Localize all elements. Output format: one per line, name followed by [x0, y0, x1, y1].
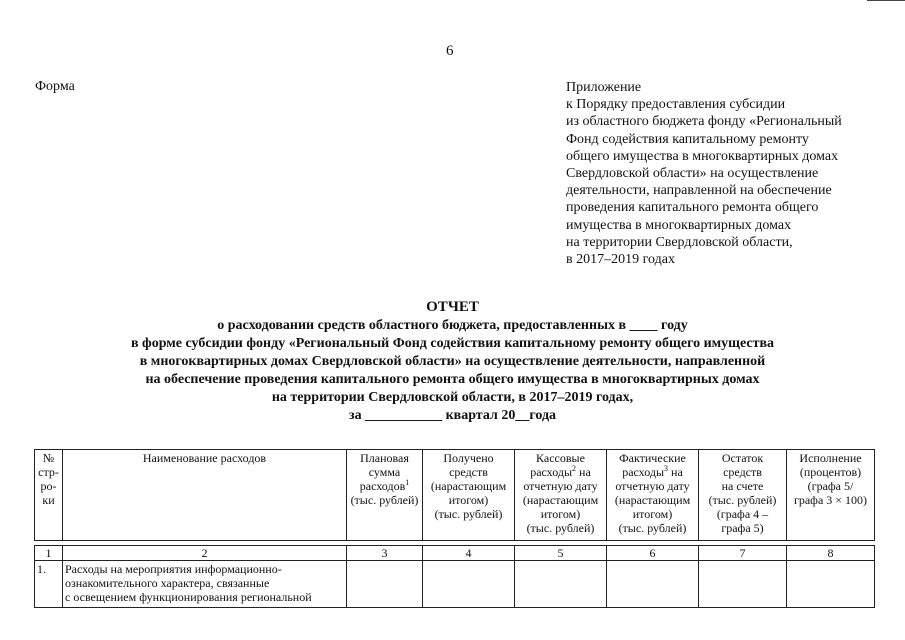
- report-subtitle-line: на территории Свердловской области, в 2017–2019 годах,: [271, 390, 634, 405]
- report-table: [34, 449, 875, 608]
- header-row-number: № стр- ро- ки: [35, 450, 63, 541]
- table-header-row: [35, 450, 875, 541]
- header-cash-expenses: Кассовые расходы$^2$ на отчетную дату (нарастающим итогом) (тыс. рублей): [515, 450, 607, 541]
- received-funds-cell: [423, 561, 515, 608]
- report-heading: [0, 298, 905, 425]
- appendix-line: деятельности, направленной на обеспечение: [566, 183, 832, 199]
- column-number: 5: [515, 546, 607, 561]
- table-row: [35, 561, 875, 608]
- header-account-balance: Остаток средств на счете (тыс. рублей) (графа 4 – графа 5): [699, 450, 787, 541]
- report-subtitle-line: о расходовании средств областного бюджета, предоставленных в ____ году: [217, 318, 688, 333]
- account-balance-cell: [699, 561, 787, 608]
- appendix-line: к Порядку предоставления субсидии: [566, 97, 786, 113]
- column-number: 3: [347, 546, 423, 561]
- execution-percent-cell: [787, 561, 875, 608]
- appendix-line: имущества в многоквартирных домах: [566, 217, 792, 233]
- header-planned-sum: Плановая сумма расходов$^1$ (тыс. рублей): [347, 450, 423, 541]
- actual-expenses-cell: [607, 561, 699, 608]
- header-received-funds: Получено средств (нарастающим итогом) (тыс. рублей): [423, 450, 515, 541]
- appendix-block: [566, 79, 896, 268]
- report-subtitle-line: за ___________ квартал 20__года: [348, 408, 557, 423]
- column-number: 1: [35, 546, 63, 561]
- top-edge-rule: [867, 0, 905, 1]
- header-actual-expenses: Фактические расходы$^3$ на отчетную дату (нарастающим итогом) (тыс. рублей): [607, 450, 699, 541]
- report-subtitle-line: на обеспечение проведения капитального ремонта общего имущества в многоквартирных домах: [145, 372, 760, 387]
- appendix-line: общего имущества в многоквартирных домах: [566, 148, 839, 164]
- expense-name-cell: Расходы на мероприятия информационно- ознакомительного характера, связанные с освещением функционирования региональной: [63, 561, 347, 608]
- column-number: 6: [607, 546, 699, 561]
- column-number-row: [35, 546, 875, 561]
- planned-sum-cell: [347, 561, 423, 608]
- appendix-line: Свердловской области» на осуществление: [566, 166, 819, 182]
- report-subtitle-line: в многоквартирных домах Свердловской области» на осуществление деятельности, направленной: [139, 354, 766, 369]
- footnote-marker: 3: [664, 464, 669, 473]
- column-number: 7: [699, 546, 787, 561]
- appendix-line: проведения капитального ремонта общего: [566, 200, 819, 216]
- appendix-line: на территории Свердловской области,: [566, 234, 793, 250]
- header-execution-percent: Исполнение (процентов) (графа 5/ графа 3 × 100): [787, 450, 875, 541]
- column-number: 4: [423, 546, 515, 561]
- form-label: Форма: [35, 79, 75, 94]
- report-title: ОТЧЕТ: [426, 299, 479, 315]
- column-number: 2: [63, 546, 347, 561]
- column-number: 8: [787, 546, 875, 561]
- footnote-marker: 1: [405, 478, 410, 487]
- cash-expenses-cell: [515, 561, 607, 608]
- appendix-line: Фонд содействия капитальному ремонту: [566, 131, 809, 147]
- appendix-line: Приложение: [566, 80, 642, 95]
- header-expense-name: Наименование расходов: [63, 450, 347, 541]
- footnote-marker: 2: [572, 464, 577, 473]
- report-subtitle-line: в форме субсидии фонду «Региональный Фонд содействия капитальному ремонту общего имущества: [130, 336, 775, 351]
- row-number: 1.: [35, 561, 63, 608]
- page-number: 6: [446, 43, 454, 59]
- appendix-line: из областного бюджета фонду «Региональный: [566, 114, 842, 130]
- appendix-line: в 2017–2019 годах: [566, 252, 675, 268]
